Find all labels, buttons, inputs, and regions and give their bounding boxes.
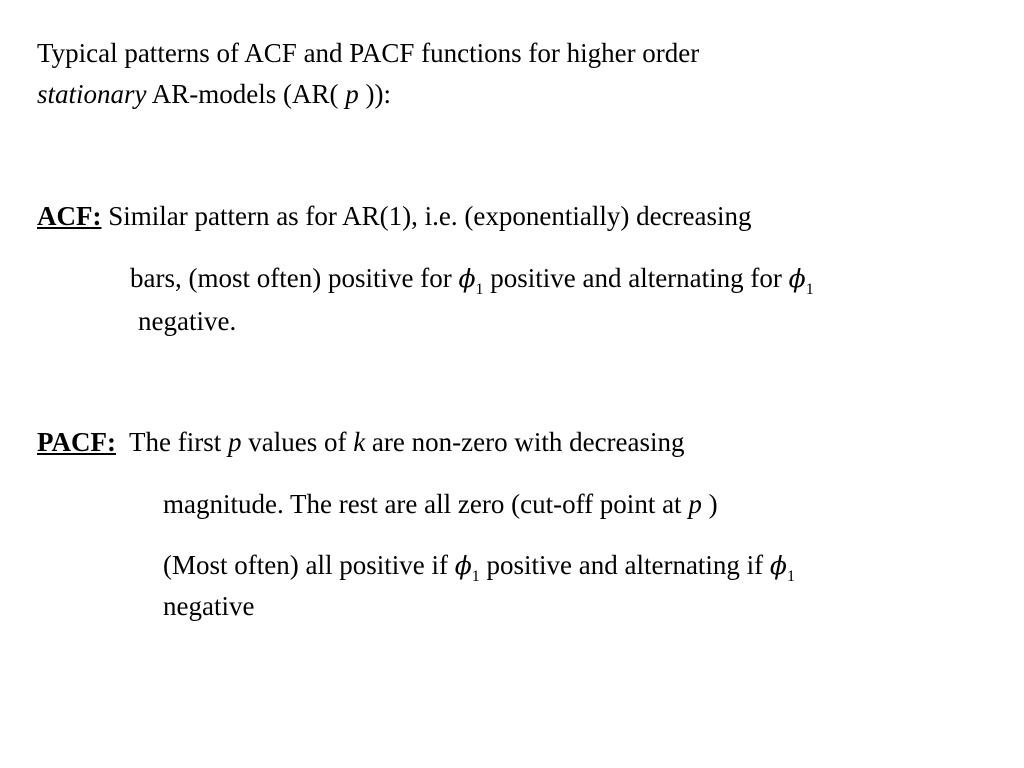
pacf-line-2 (163, 488, 718, 520)
intro-line-1 (37, 37, 699, 69)
acf-text-1: Similar pattern as for AR(1), i.e. (exponentially) decreasing (101, 201, 752, 231)
acf-text-3: negative. (138, 306, 237, 336)
phi-symbol: ϕ (788, 264, 806, 293)
acf-text-2a: bars, (most often) positive for (130, 263, 459, 293)
pacf-text-3b: positive and alternating if (479, 550, 770, 580)
pacf-text-4: negative (163, 591, 255, 621)
phi-subscript: 1 (805, 281, 814, 298)
pacf-text-2b: ) (701, 489, 718, 519)
pacf-variable-k: k (353, 427, 366, 457)
pacf-text-1b: values of (241, 427, 354, 457)
pacf-variable-p: p (227, 427, 242, 457)
intro-emphasis: stationary (37, 79, 147, 109)
intro-text-3: )): (358, 79, 391, 109)
pacf-variable-p: p (688, 489, 702, 519)
acf-heading: ACF: (37, 201, 102, 231)
intro-text-1: Typical patterns of ACF and PACF functions for higher order (37, 38, 700, 68)
acf-text-2b: positive and alternating for (483, 263, 789, 293)
phi-symbol: ϕ (458, 264, 476, 293)
pacf-heading: PACF: (37, 427, 116, 457)
acf-line-1 (37, 200, 752, 232)
pacf-text-2a: magnitude. The rest are all zero (cut-off point at (163, 489, 689, 519)
intro-line-2 (37, 78, 391, 110)
phi-symbol: ϕ (454, 551, 472, 580)
pacf-line-4 (163, 590, 254, 622)
phi-symbol: ϕ (769, 551, 787, 580)
intro-variable-p: p (345, 79, 359, 109)
acf-line-2 (130, 262, 814, 298)
pacf-line-1 (37, 426, 685, 458)
phi-subscript: 1 (786, 568, 795, 585)
pacf-line-3 (163, 549, 795, 585)
intro-text-2: AR-models (AR( (146, 79, 346, 109)
phi-subscript: 1 (475, 281, 484, 298)
phi-subscript: 1 (471, 568, 480, 585)
acf-line-3 (138, 305, 236, 337)
pacf-text-3a: (Most often) all positive if (163, 550, 455, 580)
pacf-text-1a: The first (115, 427, 228, 457)
pacf-text-1c: are non-zero with decreasing (365, 427, 685, 457)
